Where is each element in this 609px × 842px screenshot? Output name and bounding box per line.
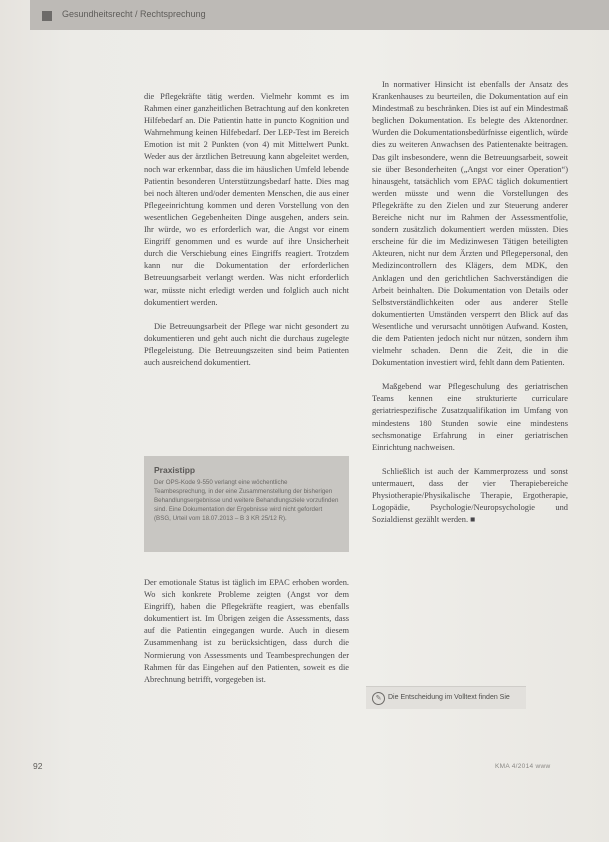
fulltext-note	[366, 686, 526, 709]
section-title: Gesundheitsrecht / Rechtsprechung	[62, 9, 206, 19]
practice-tip-box	[144, 456, 349, 552]
paragraph: Schließlich ist auch der Kammerprozess und sonst untermauert, dass der vier Therapiebereiche Physiotherapie/Physikalische Therapie, Ergotherapie, Logopädie, Psychologie/Neuropsychologie und Sozialdienst gezählt werden. ■	[372, 466, 568, 525]
note-text: Die Entscheidung im Volltext finden Sie	[388, 694, 510, 701]
paragraph: Die Betreuungsarbeit der Pflege war nicht gesondert zu dokumentieren und geht auch nicht die durchaus zugelegte Pflegeleistung. Die Betreuungszeiten sind beim Patienten auch ausreichend dokumentiert.	[144, 321, 349, 367]
page-number: 92	[33, 761, 43, 771]
left-column	[144, 91, 349, 381]
left-column-lower	[144, 577, 349, 698]
link-icon: ✎	[372, 692, 385, 705]
paragraph: In normativer Hinsicht ist ebenfalls der Ansatz des Krankenhauses zu beurteilen, die Dokumentation auf ein Mindestmaß zu beschränken. Dies ist auf ein Mindestmaß beglichen Dokumentation. Es belegte des Aktenordner. Wurden die Dokumentationsbedürfnisse eigentlich, würde dies zu weiteren Anwachsen des Patientenakte beitragen. Das gilt insbesondere, wenn die Betreuungsarbeit, soweit sie über Besonderheiten („Angst vor einer Operation“) hinausgeht, tatsächlich vom EPAC täglich dokumentiert werden müsste und wenn die Vorstellungen des Pflegekräfte zu den Zielen und zur Steuerung anderer Bereiche nicht nur im Rahmen der Assessmentfolie, sondern zusätzlich dokumentiert werden müssten. Dies erscheine für die im Medizinwesen Tätigen beteiligten Akteuren, nicht nur dem Ärzten und Pflegepersonal, den Medizincontrollern des Klägers, dem MDK, den Anklagen und den gerichtlichen Sachverständigen die Arbeit beinhalten. Die Dokumentation von Details oder Selbstverständlichkeiten oder aus anderer Stelle dokumentierten Umständen versperrt den Blick auf das Wesentliche und verursacht unnötigen Aufwand. Kosten, die dem Patienten jedoch nicht nur nützen, sondern ihm vielmehr schaden. Denn die Zeit, die in die Dokumentation investiert wird, fehlt dann dem Patienten.	[372, 80, 568, 368]
paragraph: die Pflegekräfte tätig werden. Vielmehr kommt es im Rahmen einer ganzheitlichen Betrachtung auf den konkreten Hilfebedarf an. Die Patientin hatte in puncto Kognition und Wahrnehmung keinen Hilfebedarf. Der LEP-Test im Bereich Emotion ist mit 2 Punkten (von 4) mit Mittelwert Punkt. Weder aus der ärztlichen Betreuung kann abgeleitet werden, noch war erkennbar, dass die im häuslichen Umfeld lebende Patientin besonderen Unterstützungsbedarf hatte. Dies mag bei noch älteren und/oder dementen Menschen, die aus einer Pflegeeinrichtung kommen und deren Vorstellung von den wesentlichen Gegebenheiten Dinge ausgehen, anders sein. Ihr würde, wo es erforderlich war, die Angst vor einem Eingriff genommen und es wurde auf ihre Unsicherheit durch die Verschiebung eines Eingriffs reagiert. Trotzdem kann nur die Dokumentation der erforderlichen Betreuungsarbeit verlangt werden. Was nicht erforderlich war, müsste nicht erledigt werden und folglich auch nicht dokumentiert werden.	[144, 92, 349, 307]
paragraph: Maßgebend war Pflegeschulung des geriatrischen Teams kennen eine strukturierte curriculare geriatriespezifische Zusatzqualifikation im Umfang von mindestens 180 Stunden sowie eine mindestens sechsmonatige Erfahrung in einer geriatrischen Einrichtung nachweisen.	[372, 382, 568, 452]
section-marker-icon	[42, 11, 52, 21]
tip-title: Praxistipp	[154, 465, 196, 475]
tip-text: Der OPS-Kode 9-550 verlangt eine wöchentliche Teambesprechung, in der eine Zusammenstellung der bisherigen Behandlungsergebnisse und weitere Behandlungsziele vorzufinden sind. Eine Dokumentation der Ergebnisse wird nicht gefordert (BSG, Urteil vom 18.07.2013 – B 3 KR 25/12 R).	[154, 479, 339, 522]
footer-issue: KMA 4/2014 www	[495, 763, 551, 770]
right-column	[372, 79, 568, 538]
paragraph: Der emotionale Status ist täglich im EPAC erhoben worden. Wo sich konkrete Probleme zeigten (Angst vor dem Eingriff), haben die Pflegekräfte reagiert, was ebenfalls dokumentiert ist. Im Übrigen zeigen die Assessments, dass auf die Patientin eingegangen wurde. Auch in diesem Zusammenhang ist zu berücksichtigen, dass durch die Normierung von Assessments und Teambesprechungen der Rahmen für das Eingehen auf den Patienten, soweit es die Abrechnung betrifft, vorgegeben ist.	[144, 578, 349, 684]
